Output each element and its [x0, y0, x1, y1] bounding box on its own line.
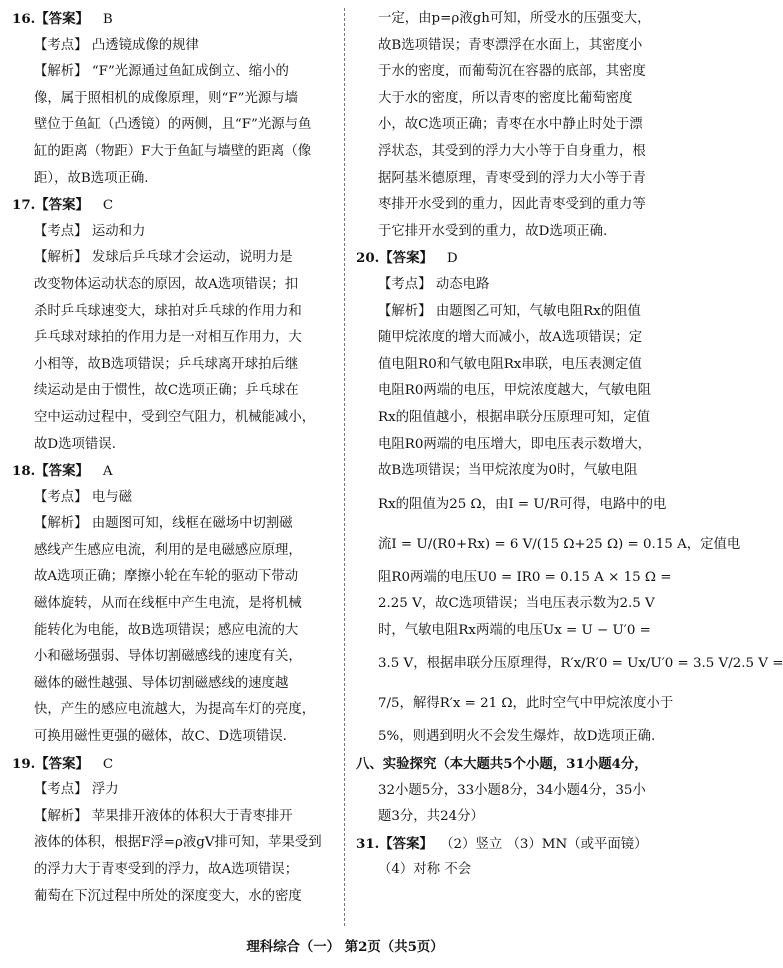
- question-number: 20.: [356, 250, 380, 267]
- text-line: 值电阻R0和气敏电阻Rx串联，电压表测定值: [378, 356, 642, 372]
- answer-label: 【答案】: [35, 11, 89, 27]
- answer-line: [12, 192, 338, 219]
- text-line: 故B选项错误；当甲烷浓度为0时，气敏电阻: [378, 463, 638, 479]
- right-column: [356, 6, 783, 884]
- text-line: （4）对称 不会: [378, 862, 472, 878]
- answer-label: 【答案】: [379, 835, 433, 852]
- text-line: 距），故B选项正确.: [34, 170, 149, 186]
- answer-label: 【答案】: [35, 197, 89, 214]
- text-line: 磁体旋转，从而在线框中产生电流，是将机械: [34, 596, 302, 612]
- answer-value: A: [102, 464, 113, 480]
- text-line: 故B选项错误；青枣漂浮在水面上，其密度小: [378, 37, 643, 53]
- text-line: 壁位于鱼缸（凸透镜）的两侧，且“F”光源与鱼: [34, 117, 312, 133]
- text-line: 改变物体运动状态的原因，故A选项错误；扣: [34, 276, 299, 292]
- left-column: [12, 6, 338, 910]
- text-line: 3.5 V，根据串联分压原理得，R′x/R′0 = Ux/U′0 = 3.5 V/2.5 V =: [378, 656, 783, 672]
- answer-line: [356, 831, 682, 858]
- text-line: 缸的距离（物距）F大于鱼缸与墙壁的距离（像: [34, 143, 312, 159]
- question-number: 31.: [356, 835, 380, 852]
- text-line: Rx的阻值越小，根据串联分压原理可知，定值: [378, 409, 651, 425]
- text-line: 【考点】 凸透镜成像的规律: [34, 37, 199, 53]
- answer-value: C: [102, 756, 114, 772]
- text-line: 空中运动过程中，受到空气阻力，机械能减小，: [34, 409, 316, 425]
- text-line: 小，故C选项正确；青枣在水中静止时处于漂: [378, 117, 643, 133]
- text-line: 7/5，解得R′x = 21 Ω，此时空气中甲烷浓度小于: [378, 696, 674, 712]
- text-line: 阻R0两端的电压U0 = IR0 = 0.15 A × 15 Ω =: [378, 569, 672, 585]
- text-line: 据阿基米德原理，青枣受到的浮力大小等于青: [378, 170, 646, 186]
- text-line: 于它排开水受到的重力，故D选项正确.: [378, 223, 608, 239]
- text-line: 电阻R0两端的电压增大，即电压表示数增大，: [378, 436, 652, 452]
- text-line: 5%，则遇到明火不会发生爆炸，故D选项正确.: [378, 729, 656, 745]
- text-line: 【考点】 动态电路: [378, 276, 490, 292]
- text-line: 的浮力大于青枣受到的浮力，故A选项错误；: [34, 862, 299, 877]
- text-line: 枣排开水受到的重力，因此青枣受到的重力等: [378, 197, 646, 213]
- text-line: 续运动是由于惯性，故C选项正确；乒乓球在: [34, 383, 299, 399]
- text-line: 快，产生的感应电流越大，为提高车灯的亮度，: [34, 702, 316, 718]
- text-line: Rx的阻值为25 Ω，由I = U/R可得，电路中的电: [378, 496, 667, 512]
- text-line: 液体的体积，根据F浮=ρ液gV排可知，苹果受到: [34, 835, 322, 851]
- text-line: 感线产生感应电流，利用的是电磁感应原理，: [34, 542, 302, 558]
- text-line: 【解析】 苹果排开液体的体积大于青枣排开: [34, 808, 293, 824]
- text-line: 题3分，共24分）: [378, 809, 484, 825]
- answer-value: B: [102, 12, 113, 27]
- answer-value: C: [102, 198, 114, 214]
- text-line: 一定，由p=ρ液gh可知，所受水的压强变大，: [378, 11, 651, 26]
- answer-line: [12, 751, 338, 778]
- text-line: 2.25 V，故C选项错误；当电压表示数为2.5 V: [378, 596, 655, 612]
- text-line: 像，属于照相机的成像原理，则“F”光源与墙: [34, 90, 299, 106]
- text-line: 【解析】 “F”光源通过鱼缸成倒立、缩小的: [34, 64, 289, 80]
- answer-line: [356, 245, 682, 272]
- text-line: 电阻R0两端的电压，甲烷浓度越大，气敏电阻: [378, 383, 652, 399]
- text-line: 葡萄在下沉过程中所处的深度变大，水的密度: [34, 888, 302, 904]
- text-line: 大于水的密度，所以青枣的密度比葡萄密度: [378, 90, 633, 106]
- text-line: 乒乓球对球拍的作用力是一对相互作用力，大: [34, 330, 302, 346]
- page-footer: 理科综合（一） 第2页（共5页）: [246, 939, 444, 955]
- text-line: 可换用磁性更强的磁体，故C、D选项错误.: [34, 729, 287, 745]
- answer-label: 【答案】: [379, 250, 433, 267]
- text-line: 故A选项正确；摩擦小轮在车轮的驱动下带动: [34, 569, 299, 585]
- text-line: 杀时乒乓球速变大，球拍对乒乓球的作用力和: [34, 303, 302, 319]
- answer-label: 【答案】: [35, 755, 89, 772]
- answer-value: （2）竖立 （3）MN（或平面镜）: [446, 836, 648, 852]
- text-line: 浮状态，其受到的浮力大小等于自身重力，根: [378, 143, 646, 159]
- column-divider: [344, 8, 345, 926]
- text-line: 【解析】 发球后乒乓球才会运动，说明力是: [34, 250, 293, 266]
- text-line: 时，气敏电阻Rx两端的电压Ux = U − U′0 =: [378, 622, 651, 638]
- text-line: 随甲烷浓度的增大而减小，故A选项错误；定: [378, 330, 643, 346]
- text-line: 小相等，故B选项错误；乒乓球离开球拍后继: [34, 356, 299, 372]
- question-number: 16.: [12, 11, 36, 27]
- text-line: 能转化为电能，故B选项错误；感应电流的大: [34, 622, 299, 638]
- text-line: 【考点】 浮力: [34, 782, 119, 798]
- question-number: 18.: [12, 463, 36, 480]
- text-line: 【考点】 电与磁: [34, 489, 132, 505]
- text-line: 【考点】 运动和力: [34, 223, 146, 239]
- answer-line: [12, 6, 338, 33]
- text-line: 故D选项错误.: [34, 436, 116, 452]
- question-number: 17.: [12, 197, 36, 214]
- text-line: 流I = U/(R0+Rx) = 6 V/(15 Ω+25 Ω) = 0.15 A，定值电: [378, 536, 741, 552]
- text-line: 八、实验探究（本大题共5个小题，31小题4分，: [356, 756, 648, 773]
- text-line: 小和磁场强弱、导体切割磁感线的速度有关，: [34, 649, 302, 665]
- answer-label: 【答案】: [35, 463, 89, 480]
- text-line: 磁体的磁性越强、导体切割磁感线的速度越: [34, 675, 289, 691]
- question-number: 19.: [12, 755, 36, 772]
- answer-value: D: [446, 251, 458, 267]
- text-line: 32小题5分，33小题8分，34小题4分，35小: [378, 782, 646, 798]
- text-line: 于水的密度，而葡萄沉在容器的底部，其密度: [378, 64, 646, 80]
- text-line: 【解析】 由题图乙可知，气敏电阻Rx的阻值: [378, 303, 641, 319]
- answer-line: [12, 458, 338, 485]
- text-line: 【解析】 由题图可知，线框在磁场中切割磁: [34, 516, 293, 532]
